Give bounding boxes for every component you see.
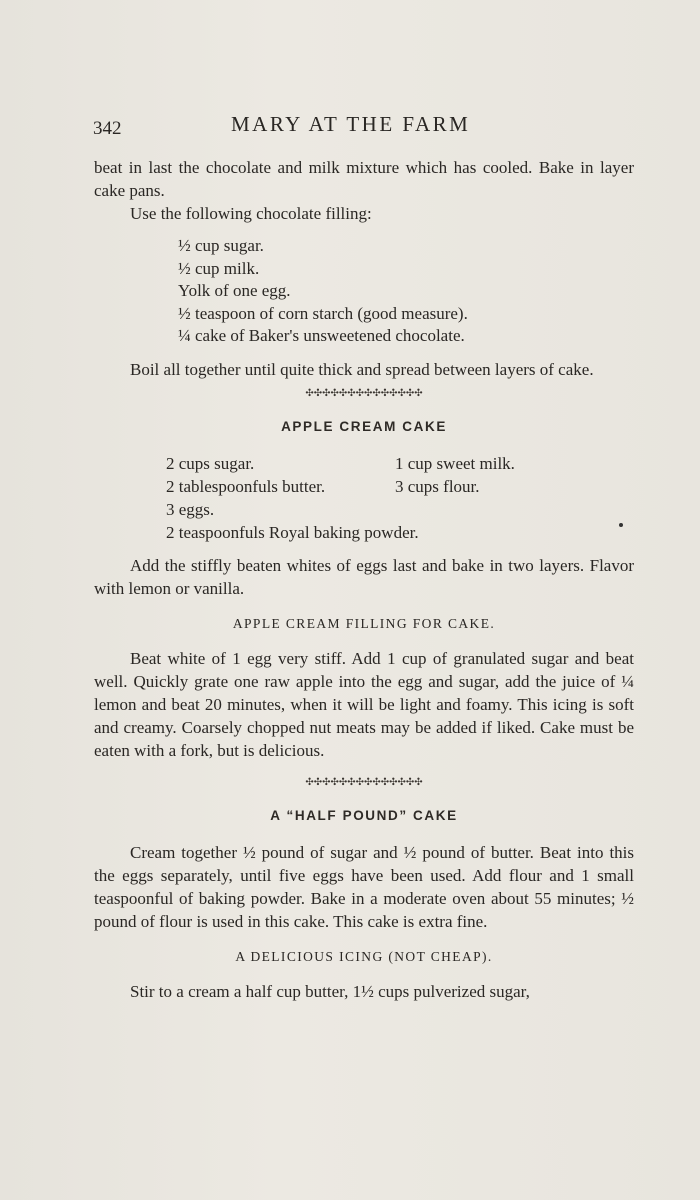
paragraph-apple-filling-method: Beat white of 1 egg very stiff. Add 1 cup of granulated sugar and beat well. Quickly grate one raw apple into the egg and sugar, add the juice of ¼ lemon and beat 20 minutes, when it will be light and foamy. This icing is soft and creamy. Coarsely chopped nut meats may be added if liked. Cake must be eaten with a fork, but is delicious. — [94, 648, 634, 760]
heading-apple-cream-cake: APPLE CREAM CAKE — [281, 418, 447, 434]
list-item: 3 eggs. — [166, 499, 215, 519]
paragraph-chocolate-cake-end: beat in last the chocolate and milk mixture which has cooled. Bake in layer cake pans. — [94, 158, 634, 200]
page-body — [94, 156, 634, 1003]
paragraph-half-pound-method: Cream together ½ pound of sugar and ½ pound of butter. Beat into this the eggs separately, until five eggs have been used. Add flour and 1 small teaspoonful of baking powder. Bake in a moderate oven about 55 minutes; ½ pound of flour is used in this cake. This cake is extra fine. — [94, 842, 634, 931]
page-number: 342 — [93, 118, 122, 139]
running-title: MARY AT THE FARM — [231, 112, 471, 136]
paragraph-boil: Boil all together until quite thick and spread between layers of cake. — [130, 359, 594, 379]
list-item: 2 cups sugar. — [166, 453, 255, 473]
list-item: ¼ cake of Baker's unsweetened chocolate. — [178, 326, 465, 345]
paragraph-filling-intro: Use the following chocolate filling: — [130, 204, 372, 223]
subheading-delicious-icing: A DELICIOUS ICING (NOT CHEAP). — [235, 948, 493, 964]
list-item: ½ cup milk. — [178, 258, 260, 278]
ornament-divider: ✣✣✣✣✣✣✣✣✣✣✣✣✣✣ — [305, 387, 423, 399]
heading-half-pound-cake: A “HALF POUND” CAKE — [270, 807, 458, 823]
list-item: 1 cup sweet milk. — [395, 453, 515, 473]
list-item: 2 teaspoonfuls Royal baking powder. — [166, 522, 419, 542]
ornament-divider: ✣✣✣✣✣✣✣✣✣✣✣✣✣✣ — [305, 776, 423, 788]
list-item: Yolk of one egg. — [178, 281, 291, 300]
chocolate-filling-list — [178, 235, 634, 348]
subheading-apple-cream-filling: APPLE CREAM FILLING FOR CAKE. — [232, 615, 496, 631]
list-item: 2 tablespoonfuls butter. — [166, 476, 326, 496]
list-item: ½ teaspoon of corn starch (good measure). — [178, 303, 468, 323]
list-item: ½ cup sugar. — [178, 236, 264, 255]
paragraph-apple-cake-method: Add the stiffly beaten whites of eggs last and bake in two layers. Flavor with lemon or vanilla. — [94, 555, 634, 598]
page-header — [93, 112, 633, 142]
print-speck — [619, 523, 623, 527]
apple-cake-ingredients — [94, 452, 634, 544]
paragraph-icing-start: Stir to a cream a half cup butter, 1½ cups pulverized sugar, — [130, 981, 530, 1001]
list-item: 3 cups flour. — [395, 476, 480, 496]
